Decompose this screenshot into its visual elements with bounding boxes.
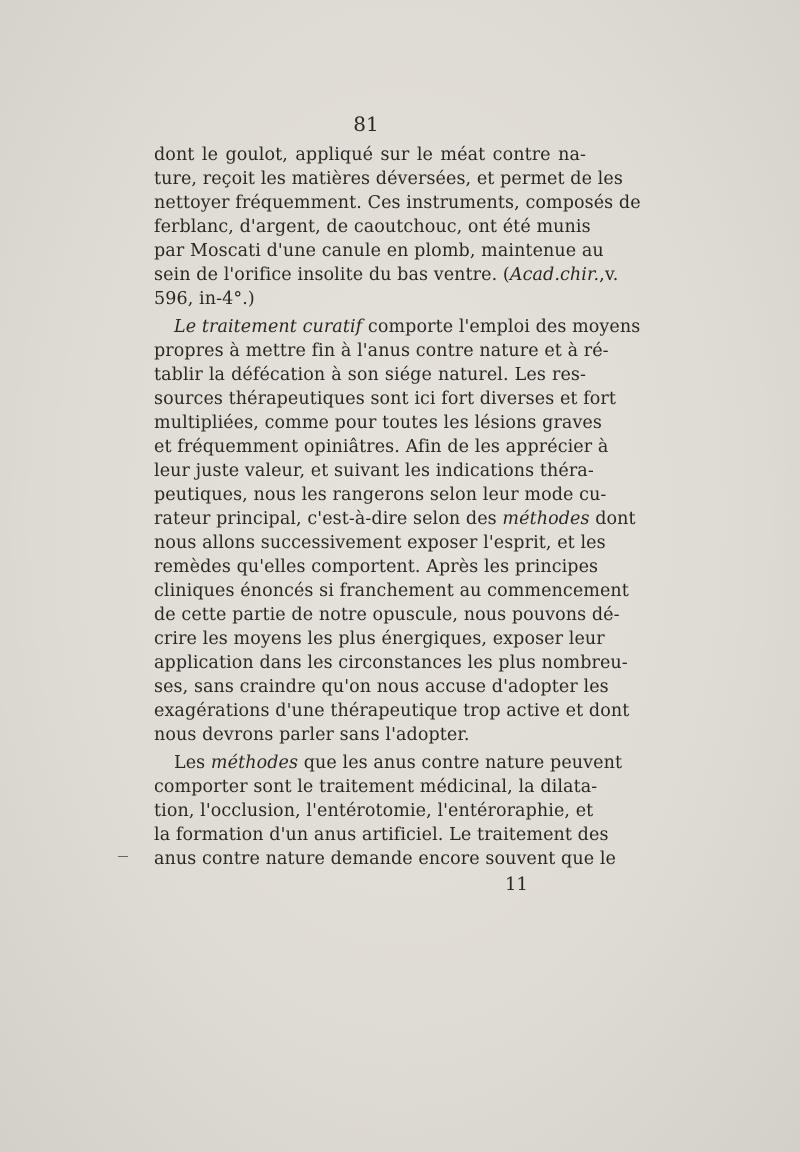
text-run: cliniques énoncés si franchement au commencement xyxy=(154,581,629,601)
text-run: nettoyer fréquemment. Ces instruments, composés de xyxy=(154,193,641,213)
text-line xyxy=(154,339,609,363)
text-line xyxy=(154,263,619,287)
italic-text: méthodes xyxy=(210,753,299,773)
text-line xyxy=(154,799,594,823)
text-run: par Moscati d'une canule en plomb, maintenue au xyxy=(154,241,604,261)
text-line xyxy=(154,651,628,675)
text-run: nous devrons parler sans l'adopter. xyxy=(154,725,470,745)
page-number: 81 xyxy=(353,112,379,136)
text-run: tion, l'occlusion, l'entérotomie, l'entéroraphie, et xyxy=(154,801,594,821)
text-run: 596, in-4°.) xyxy=(154,289,255,309)
text-line xyxy=(154,167,623,191)
text-run: Les xyxy=(174,753,211,773)
paragraph xyxy=(154,751,623,871)
text-run: propres à mettre fin à l'anus contre nature et à ré- xyxy=(154,341,609,361)
text-run: leur juste valeur, et suivant les indications théra- xyxy=(154,461,594,481)
text-run: ses, sans craindre qu'on nous accuse d'adopter les xyxy=(154,677,609,697)
text-line xyxy=(154,459,594,483)
text-line xyxy=(154,287,586,311)
text-line xyxy=(154,627,605,651)
text-line xyxy=(154,751,623,775)
printer-signature-mark: 11 xyxy=(505,874,528,895)
italic-text: méthodes xyxy=(502,509,590,529)
text-run: que les anus contre nature peuvent xyxy=(298,753,623,773)
text-run: rateur principal, c'est-à-dire selon des xyxy=(154,509,503,529)
italic-text: Acad.chir. xyxy=(509,265,600,285)
text-run: nous allons successivement exposer l'esprit, et les xyxy=(154,533,606,553)
text-run: multipliées, comme pour toutes les lésions graves xyxy=(154,413,602,433)
paragraph xyxy=(154,315,641,747)
text-line xyxy=(154,555,599,579)
text-line xyxy=(154,315,641,339)
text-run: dont le goulot, appliqué sur le méat contre na- xyxy=(154,145,586,165)
text-run: comporte l'emploi des moyens xyxy=(362,317,641,337)
text-line xyxy=(154,143,586,167)
text-run: de cette partie de notre opuscule, nous pouvons dé- xyxy=(154,605,620,625)
text-run: dont xyxy=(589,509,636,529)
text-run: exagérations d'une thérapeutique trop active et dont xyxy=(154,701,630,721)
text-line xyxy=(154,775,598,799)
text-run: sein de l'orifice insolite du bas ventre. ( xyxy=(154,265,510,285)
text-run: anus contre nature demande encore souvent que le xyxy=(154,849,617,869)
text-run: peutiques, nous les rangerons selon leur mode cu- xyxy=(154,485,607,505)
text-line xyxy=(154,435,609,459)
text-line xyxy=(154,387,617,411)
text-run: tablir la défécation à son siége naturel. Les res- xyxy=(154,365,586,385)
text-line xyxy=(154,603,620,627)
text-line xyxy=(154,531,606,555)
text-line xyxy=(154,823,609,847)
text-run: sources thérapeutiques sont ici fort diverses et fort xyxy=(154,389,617,409)
paragraph xyxy=(154,143,641,311)
text-run: application dans les circonstances les plus nombreu- xyxy=(154,653,628,673)
text-run: comporter sont le traitement médicinal, la dilata- xyxy=(154,777,598,797)
text-line xyxy=(154,675,609,699)
text-line xyxy=(154,723,586,747)
body-text xyxy=(154,143,641,871)
text-line xyxy=(154,191,641,215)
text-run: ture, reçoit les matières déversées, et permet de les xyxy=(154,169,623,189)
text-line xyxy=(154,215,591,239)
text-run: ,v. xyxy=(599,265,619,285)
text-run: la formation d'un anus artificiel. Le traitement des xyxy=(154,825,609,845)
text-run: remèdes qu'elles comportent. Après les principes xyxy=(154,557,599,577)
text-run: ferblanc, d'argent, de caoutchouc, ont été munis xyxy=(154,217,591,237)
text-line xyxy=(154,239,604,263)
text-line xyxy=(154,363,586,387)
margin-mark xyxy=(118,856,128,857)
text-line xyxy=(154,699,630,723)
text-run: et fréquemment opiniâtres. Afin de les apprécier à xyxy=(154,437,609,457)
text-line xyxy=(154,483,607,507)
text-line xyxy=(154,411,602,435)
text-line xyxy=(154,579,629,603)
text-run: crire les moyens les plus énergiques, exposer leur xyxy=(154,629,605,649)
italic-text: Le traitement curatif xyxy=(174,317,363,337)
text-line xyxy=(154,507,636,531)
text-line xyxy=(154,847,617,871)
